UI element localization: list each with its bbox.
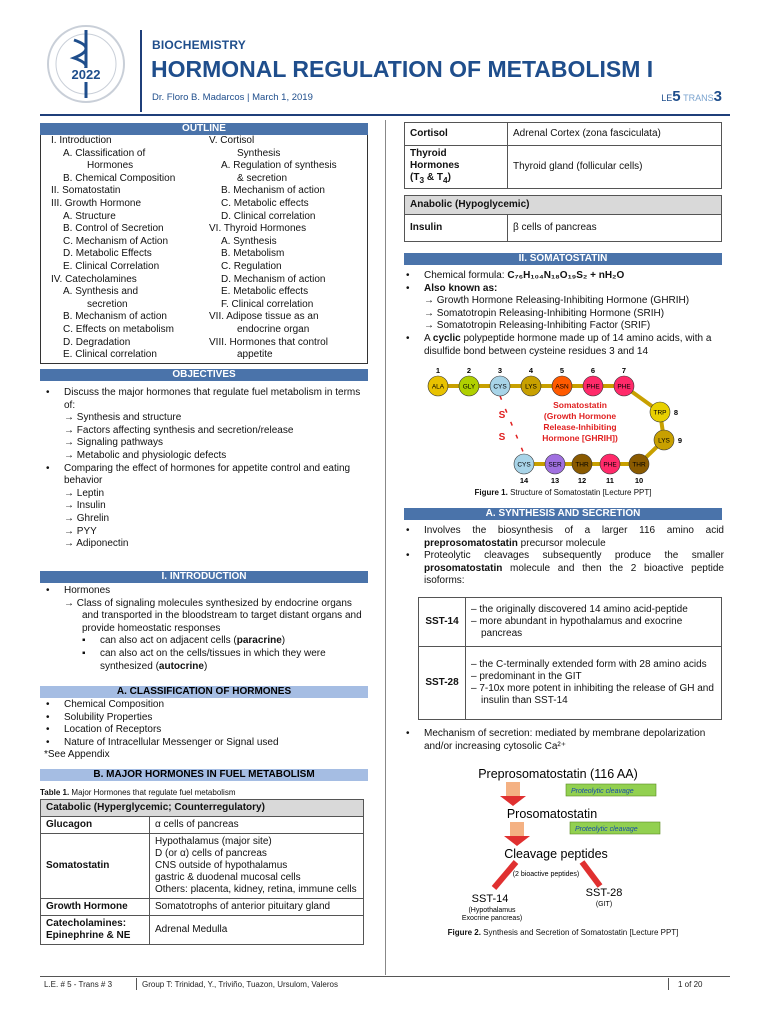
outline-item: II. Somatostatin [51,185,121,197]
footer-rule [40,976,730,977]
outline-item: C. Regulation [221,260,282,272]
list-item: → Leptin [64,487,105,499]
secretion-mechanism: • Mechanism of secretion: mediated by membrane depolarization and/or increasing cytosolic Ca²⁺ [406,728,706,752]
residue-number: 4 [528,366,534,375]
column-divider [385,120,386,975]
synthesis-heading: A. SYNTHESIS AND SECRETION [404,508,722,520]
residue-number: 12 [577,476,587,485]
outline-item: Synthesis [237,147,281,159]
residue-number: 11 [606,476,614,485]
table-row: Somatostatin Hypothalamus (major site) D (or α) cells of pancreas CNS outside of hypothalamus gastric & duodenal mucosal cells Others: placenta, kidney, retina, immune cells [41,834,364,899]
residue-label: PHE [603,461,617,469]
sst-feature: – the originally discovered 14 amino acid-peptide [471,604,688,615]
footer-group: Group T: Trinidad, Y., Triviño, Tuazon, Ursulom, Valeros [142,980,338,989]
residue-label: CYS [493,383,507,391]
outline-item: A. Regulation of synthesis [221,160,337,172]
list-item: → Metabolic and physiologic defects [64,449,227,461]
residue-number: 9 [677,436,683,445]
outline-item: A. Synthesis [221,235,277,247]
fig2-arrow-1 [506,782,520,796]
somatostatin-heading: II. SOMATOSTATIN [404,253,722,265]
list-item: → Somatotropin Releasing-Inhibiting Factor (SRIF) [424,320,651,332]
outline-item: VI. Thyroid Hormones [209,223,307,235]
outline-item: A. Classification of [63,147,146,159]
residue-label: ASN [555,383,569,391]
header-divider [140,30,142,112]
outline-item: E. Clinical Correlation [63,260,160,272]
outline-heading: OUTLINE [40,123,368,135]
fig1-center-label: Release-Inhibiting [543,422,617,432]
list-item: → Synthesis and structure [64,412,182,424]
table-row: Catecholamines: Epinephrine & NE Adrenal Medulla [41,916,364,945]
outline-item: B. Chemical Composition [63,172,176,184]
fig2-preprosomatostatin: Preprosomatostatin (116 AA) [478,767,638,781]
outline-right-column [209,135,337,362]
outline-item: B. Metabolism [221,248,285,260]
anabolic-header: Anabolic (Hypoglycemic) [405,196,722,215]
residue-label: GLY [462,383,476,391]
outline-item: III. Growth Hormone [51,197,142,209]
list-item: • Solubility Properties [46,711,153,723]
outline-item: endocrine organ [237,323,310,335]
outline-item: E. Metabolic effects [221,286,309,298]
synthesis-content: • Involves the biosynthesis of a larger 116 amino acid preprosomatostatin precursor molecule • Proteolytic cleavages subsequently produce the smaller prosomatostatin molecule and then the 2 bioactive peptide isoforms: [406,525,724,587]
objectives-heading: OBJECTIVES [40,369,368,381]
outline-item: C. Effects on metabolism [63,323,174,335]
residue-number: 10 [634,476,644,485]
outline-item: A. Structure [63,210,116,222]
page-title: HORMONAL REGULATION OF METABOLISM I [151,56,654,82]
residue-label: PHE [617,383,631,391]
outline-item: D. Metabolic Effects [63,248,152,260]
residue-label: LYS [658,437,670,445]
outline-item: F. Clinical correlation [221,298,314,310]
outline-item: D. Degradation [63,336,131,348]
residue-number: 3 [497,366,503,375]
outline-item: B. Mechanism of action [63,311,167,323]
sulfur-label: S [498,410,506,421]
svg-text:(Hypothalamus: (Hypothalamus [468,907,516,914]
fig1-center-label: Hormone [GHRIH]) [542,433,618,443]
major-hormones-heading: B. MAJOR HORMONES IN FUEL METABOLISM [40,769,368,781]
outline-left-column [51,135,175,362]
lecture-trans-badge: LE5 TRANS3 [661,88,722,105]
figure1-caption: Figure 1. Structure of Somatostatin [Lecture PPT] [474,488,652,497]
list-item: → Signaling pathways [64,437,163,449]
sst-feature: – more abundant in hypothalamus and exocrine pancreas [471,616,683,639]
logo-year: 2022 [71,67,101,82]
header-rule [40,114,730,116]
residue-label: THR [575,461,589,469]
objectives-list: • Discuss the major hormones that regulate fuel metabolism in terms of: → Synthesis and structure → Factors affecting synthesis and secretion/release → Signaling pathways → Metabolic and physiologic defects • Comparing the effect of hormones for appetite control and eating behavior → Leptin → Insulin → Ghrelin → PYY → Adiponectin [46,387,364,551]
sst-feature: – predominant in the GIT [471,671,582,682]
table1-caption: Table 1. Major Hormones that regulate fuel metabolism [40,788,236,797]
residue-label: CYS [517,461,531,469]
sulfur-label: S [498,432,506,443]
introduction-heading: I. INTRODUCTION [40,571,368,583]
svg-text:Proteolytic cleavage: Proteolytic cleavage [571,788,634,795]
residue-label: TRP [653,409,667,417]
list-item: → Insulin [64,500,106,512]
svg-text:Proteolytic cleavage: Proteolytic cleavage [575,826,638,833]
thyroid-cell: Thyroid Hormones ($T_3$ & $T_4$) [405,146,508,189]
outline-item: V. Cortisol [209,135,255,146]
fig2-prosomatostatin: Prosomatostatin [506,807,598,821]
footer-lecture: L.E. # 5 - Trans # 3 [44,980,113,989]
residue-number: 6 [590,366,596,375]
list-item: → Growth Hormone Releasing-Inhibiting Hormone (GHRIH) [424,295,690,307]
list-item: • Location of Receptors [46,724,162,736]
somatostatin-structure-figure [420,364,700,486]
outline-item: appetite [237,349,273,361]
outline-item: VII. Adipose tissue as an [209,311,319,323]
svg-text:(GIT): (GIT) [595,901,613,908]
list-item: → PYY [64,525,97,537]
outline-item: D. Mechanism of action [221,273,326,285]
outline-item: E. Clinical correlation [63,349,157,361]
list-item: → Factors affecting synthesis and secretion/release [64,424,294,436]
outline-item: VIII. Hormones that control [209,336,328,348]
table-row: Growth Hormone Somatotrophs of anterior pituitary gland [41,899,364,916]
residue-number: 7 [621,366,627,375]
table-row: Glucagon α cells of pancreas [41,817,364,834]
outline-item: C. Metabolic effects [221,197,309,209]
residue-label: PHE [586,383,600,391]
somatostatin-content: • Chemical formula: C₇₆H₁₀₄N₁₈O₁₉S₂ + nH₂O • Also known as: → Growth Hormone Releasing-Inhibiting Hormone (GHRIH) → Somatotropin Releasing-Inhibiting Hormone (SRIH) → Somatotropin Releasing-Inhibiting Factor (SRIF) • A cyclic polypeptide hormone made up of 14 amino acids, with a disulfide bond between cysteine residues 3 and 14 [406,270,724,358]
outline-item: secretion [87,298,128,310]
fig1-center-label: Somatostatin [553,400,607,410]
classification-heading: A. CLASSIFICATION OF HORMONES [40,686,368,698]
list-item: → Somatotropin Releasing-Inhibiting Hormone (SRIH) [424,307,665,319]
somatostatin-synthesis-figure [450,764,710,926]
residue-label: SER [548,461,562,469]
residue-number: 1 [435,366,441,375]
residue-number: 5 [559,366,565,375]
outline-item: Hormones [87,160,134,172]
residue-number: 14 [519,476,529,485]
classification-list: • Chemical Composition • Solubility Properties • Location of Receptors • Nature of Intracellular Messenger or Signal used *See Appendix [46,699,364,762]
residue-label: ALA [431,383,445,391]
residue-label: THR [632,461,646,469]
source-table-continued: Cortisol Adrenal Cortex (zona fasciculata) Thyroid Hormones ($T_3$ & $T_4$) Thyroid gland (follicular cells) Anabolic (Hypoglycemic) Insulin β cells of pancreas [404,122,722,242]
list-item: → Adiponectin [64,538,129,550]
sst-feature: – 7-10x more potent in inhibiting the release of GH and insulin than SST-14 [471,683,714,706]
disulfide-bond [500,396,524,454]
major-hormones-table [40,799,364,945]
list-item: • Chemical Composition [46,699,165,710]
sst-feature: – the C-terminally extended form with 28 amino acids [471,659,707,670]
school-logo [44,22,128,106]
list-item: → Ghrelin [64,512,110,524]
outline-item: A. Synthesis and [63,286,139,298]
svg-text:Exocrine pancreas): Exocrine pancreas) [461,915,523,922]
outline-item: D. Clinical correlation [221,210,316,222]
lecturer-byline: Dr. Floro B. Madarcos | March 1, 2019 [152,92,313,103]
outline-box [40,135,368,364]
subject-label: BIOCHEMISTRY [152,38,246,52]
residue-number: 13 [550,476,560,485]
outline-item: IV. Catecholamines [51,273,137,285]
outline-item: B. Mechanism of action [221,185,325,197]
svg-text:(2 bioactive peptides): (2 bioactive peptides) [512,871,580,878]
catabolic-header: Catabolic (Hyperglycemic; Counterregulatory) [41,800,364,817]
fig1-center-label: (Growth Hormone [543,411,617,421]
introduction-content: • Hormones → Class of signaling molecules synthesized by endocrine organs and transported in the bloodstream to target distant organs and provide homeostatic responses ▪ can also act on adjacent cells (paracrine) ▪ can also act on the cells/tissues in which they were synthesized (autocrine) [46,585,362,672]
list-item: • Nature of Intracellular Messenger or Signal used [46,736,279,748]
outline-item: & secretion [237,172,288,184]
residue-label: LYS [525,383,537,391]
figure2-caption: Figure 2. Synthesis and Secretion of Somatostatin [Lecture PPT] [447,928,679,937]
outline-item: I. Introduction [51,135,112,146]
residue-number: 8 [673,408,679,417]
outline-item: B. Control of Secretion [63,223,164,235]
residue-number: 2 [466,366,472,375]
footer-page: 1 of 20 [678,980,703,989]
fig2-sst14: SST-14 [471,893,509,905]
outline-item: C. Mechanism of Action [63,235,169,247]
fig2-arrow-2 [510,822,524,836]
sst-isoforms-table: SST-14 – the originally discovered 14 amino acid-peptide – more abundant in hypothalamus and exocrine pancreas SST-28 – the C-terminally extended form with 28 amino acids – predominant in the GIT – 7-10x more potent in inhibiting the release of GH and insulin than SST-14 [418,597,722,720]
fig2-sst28: SST-28 [585,887,623,899]
fig2-cleavage-peptides: Cleavage peptides [504,847,608,861]
